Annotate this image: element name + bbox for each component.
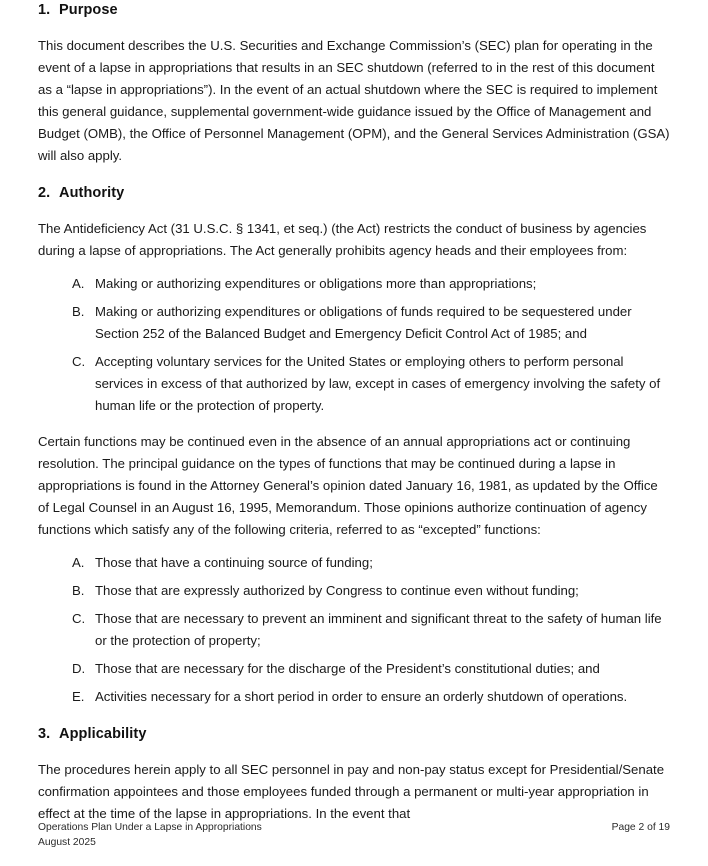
paragraph-purpose: This document describes the U.S. Securities and Exchange Commission’s (SEC) plan for operating in the event of a lapse in appropriations that results in an SEC shutdown (referred to in the rest of this document as a “lapse in appropriations”). In the event of an actual shutdown where the SEC is required to implement this general guidance, supplemental government-wide guidance issued by the Office of Management and Budget (OMB), the Office of Personnel Management (OPM), and the General Services Administration (GSA) will also apply. <box>38 38 670 163</box>
paragraph-applicability: The procedures herein apply to all SEC personnel in pay and non-pay status except for Presidential/Senate confirmation appointees and those employees funded through a permanent or multi-year appropriation in effect at the time of the lapse in appropriations. In the event that <box>38 762 665 821</box>
list-item <box>38 658 670 680</box>
footer-document-title: Operations Plan Under a Lapse in Appropriations <box>38 822 262 833</box>
list-item-marker: B. <box>72 583 85 598</box>
heading-purpose-number: 1. <box>38 2 51 18</box>
list-item-marker: A. <box>72 276 85 291</box>
list-item-text: Those that have a continuing source of funding; <box>95 555 373 570</box>
list-item <box>38 552 670 574</box>
list-item <box>38 608 670 652</box>
document-body <box>38 0 670 825</box>
list-item-text: Making or authorizing expenditures or obligations more than appropriations; <box>95 276 537 291</box>
footer-page-number: Page 2 of 19 <box>611 822 670 833</box>
list-item-text: Accepting voluntary services for the United States or employing others to perform personal services in excess of that authorized by law, except in cases of emergency involving the safety of human life or the protection of property. <box>95 354 661 413</box>
list-prohibited-actions <box>38 273 670 417</box>
heading-applicability-title: Applicability <box>59 726 147 742</box>
spacer <box>38 417 670 431</box>
list-item-marker: B. <box>72 304 85 319</box>
list-item <box>38 273 670 295</box>
footer-document-date: August 2025 <box>38 837 96 848</box>
spacer <box>38 20 670 35</box>
list-item <box>38 301 670 345</box>
spacer <box>38 262 670 273</box>
spacer <box>38 744 670 759</box>
footer-document-title-block <box>38 820 262 850</box>
heading-authority-title: Authority <box>59 185 125 201</box>
spacer <box>38 541 670 552</box>
page-footer <box>38 820 670 850</box>
paragraph-excepted-functions: Certain functions may be continued even in the absence of an annual appropriations act or continuing resolution. The principal guidance on the types of functions that may be continued during a lapse in appropriations is found in the Attorney General’s opinion dated January 16, 1981, as updated by the Office of Legal Counsel in an August 16, 1995, Memorandum. Those opinions authorize continuation of agency functions which satisfy any of the following criteria, referred to as “excepted” functions: <box>38 434 658 537</box>
heading-applicability-number: 3. <box>38 726 51 742</box>
heading-purpose <box>38 0 670 20</box>
list-item-text: Those that are necessary for the discharge of the President’s constitutional duties; and <box>95 661 600 676</box>
list-item-marker: D. <box>72 661 86 676</box>
list-item-text: Those that are expressly authorized by Congress to continue even without funding; <box>95 583 579 598</box>
list-item-text: Those that are necessary to prevent an imminent and significant threat to the safety of human life or the protection of property; <box>95 611 662 648</box>
heading-authority-number: 2. <box>38 185 51 201</box>
list-item-marker: A. <box>72 555 85 570</box>
list-item-marker: C. <box>72 354 86 369</box>
heading-purpose-title: Purpose <box>59 2 118 18</box>
list-excepted-criteria <box>38 552 670 708</box>
list-item <box>38 580 670 602</box>
list-item-text: Activities necessary for a short period in order to ensure an orderly shutdown of operations. <box>95 689 628 704</box>
spacer <box>38 203 670 218</box>
spacer <box>38 708 670 724</box>
list-item-marker: C. <box>72 611 86 626</box>
spacer <box>38 167 670 183</box>
list-item-text: Making or authorizing expenditures or obligations of funds required to be sequestered under Section 252 of the Balanced Budget and Emergency Deficit Control Act of 1985; and <box>95 304 632 341</box>
list-item <box>38 686 670 708</box>
heading-authority <box>38 183 670 203</box>
paragraph-authority-intro: The Antideficiency Act (31 U.S.C. § 1341, et seq.) (the Act) restricts the conduct of business by agencies during a lapse of appropriations. The Act generally prohibits agency heads and their employees from: <box>38 221 647 258</box>
list-item-marker: E. <box>72 689 85 704</box>
list-item <box>38 351 670 417</box>
heading-applicability <box>38 724 670 744</box>
